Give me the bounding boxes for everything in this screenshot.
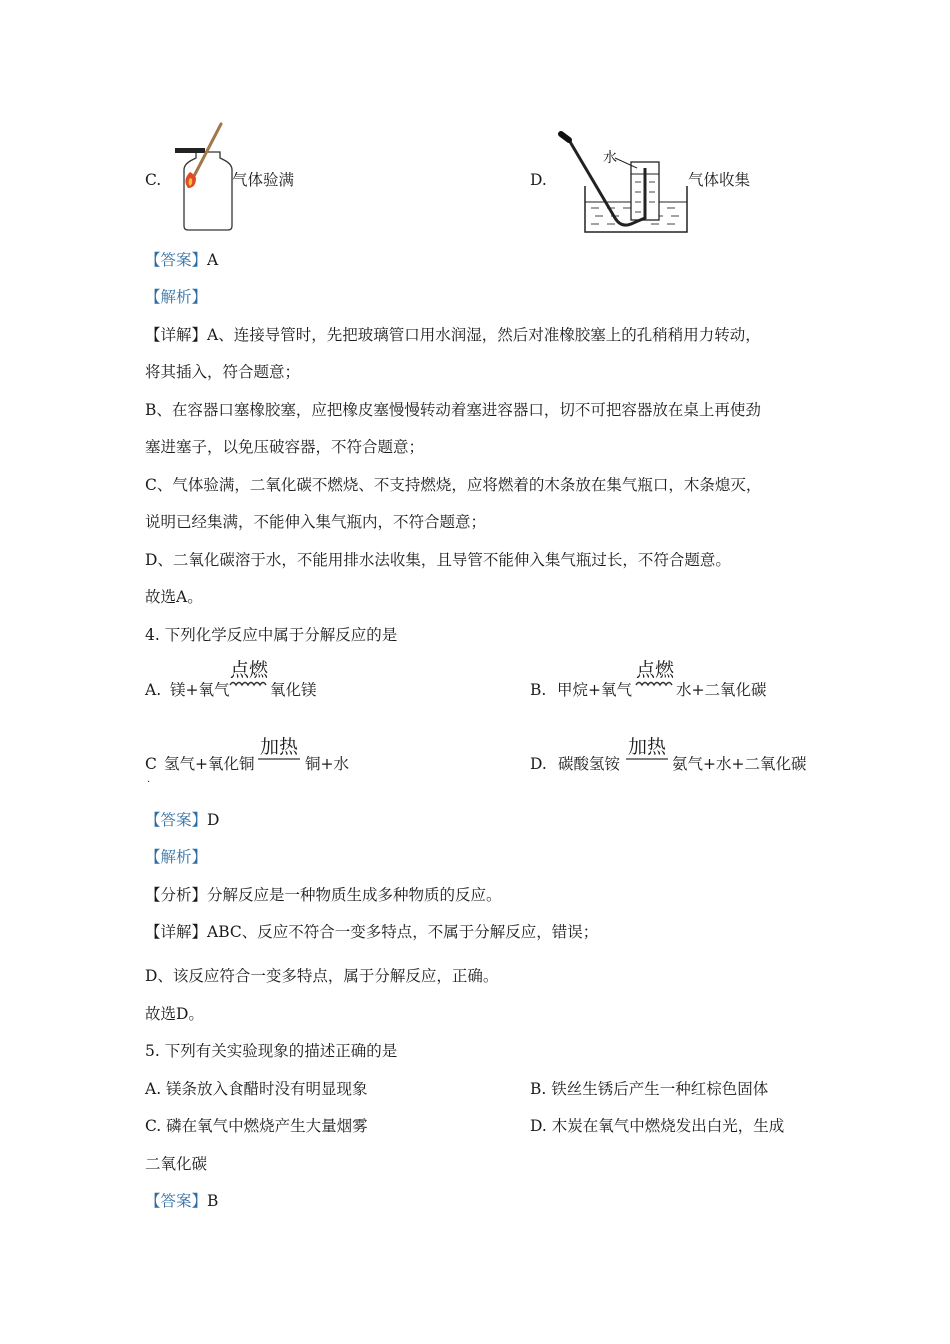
q4-option-d-reactants: 碳酸氢铵 <box>558 755 621 773</box>
q5-question: 5. 下列有关实验现象的描述正确的是 <box>145 1042 398 1060</box>
q5-answer: 【答案】B <box>145 1192 219 1210</box>
q4-option-b-reactants: 甲烷+氧气 <box>557 681 632 699</box>
q3-detail-line-4: 塞进塞子，以免压破容器，不符合题意； <box>145 438 425 456</box>
q4-option-a-letter: A. <box>145 681 162 699</box>
q4-option-d-letter: D. <box>530 755 547 773</box>
q4-option-b-products: 水+二氧化碳 <box>676 681 767 699</box>
q4-option-d-products: 氨气+水+二氧化碳 <box>672 755 807 773</box>
q3-detail-line-2: 将其插入，符合题意； <box>145 363 301 381</box>
q5-option-c: C. 磷在氧气中燃烧产生大量烟雾 <box>145 1117 368 1135</box>
q3-detail-line-7: D、二氧化碳溶于水，不能用排水法收集，且导管不能伸入集气瓶过长，不符合题意。 <box>145 551 731 569</box>
q3-detail-line-6: 说明已经集满，不能伸入集气瓶内，不符合题意； <box>145 513 487 531</box>
q3-detail-line-3: B、在容器口塞橡胶塞，应把橡皮塞慢慢转动着塞进容器口，切不可把容器放在桌上再使劲 <box>145 401 761 419</box>
q3-answer: 【答案】A <box>145 251 219 269</box>
q3-option-c-letter: C. <box>145 171 162 189</box>
q4-option-c-letter: C <box>145 755 157 773</box>
q4-option-a-arrow <box>229 680 269 688</box>
q4-option-c-condition: 加热 <box>260 736 299 758</box>
q4-analysis-tag: 【解析】 <box>145 848 208 866</box>
q3-analysis-tag: 【解析】 <box>145 288 208 306</box>
q4-option-b-condition: 点燃 <box>636 659 675 681</box>
q4-option-c-products: 铜+水 <box>305 755 349 773</box>
q3-detail-line-5: C、气体验满，二氧化碳不燃烧、不支持燃烧，应将燃着的木条放在集气瓶口，木条熄灭， <box>145 476 762 494</box>
q4-option-a-products: 氧化镁 <box>270 681 317 699</box>
q5-option-b: B. 铁丝生锈后产生一种红棕色固体 <box>530 1080 769 1098</box>
q4-option-c-line <box>258 757 302 761</box>
q4-option-c-stray-dot: . <box>147 774 151 785</box>
q3-conclusion: 故选A。 <box>145 588 203 606</box>
gas-collection-illustration <box>555 128 690 236</box>
q4-option-d-condition: 加热 <box>628 736 667 758</box>
q3-option-d-label: 气体收集 <box>688 171 751 189</box>
q4-analysis: 【分析】分解反应是一种物质生成多种物质的反应。 <box>145 886 502 904</box>
gas-full-check-illustration <box>170 122 240 234</box>
q5-option-a: A. 镁条放入食醋时没有明显现象 <box>145 1080 368 1098</box>
q3-detail-line-1: 【详解】A、连接导管时，先把玻璃管口用水润湿，然后对准橡胶塞上的孔稍稍用力转动， <box>145 326 761 344</box>
water-label: 水 <box>603 150 617 166</box>
q4-question: 4. 下列化学反应中属于分解反应的是 <box>145 626 398 644</box>
q3-option-c-label: 气体验满 <box>232 171 295 189</box>
q5-option-d-continued: 二氧化碳 <box>145 1155 208 1173</box>
q4-option-b-arrow <box>635 680 675 688</box>
q4-detail: 【详解】ABC、反应不符合一变多特点，不属于分解反应，错误； <box>145 923 599 941</box>
q4-option-c-reactants: 氢气+氧化铜 <box>164 755 255 773</box>
q4-option-d-line <box>626 757 670 761</box>
q3-option-d-letter: D. <box>530 171 547 189</box>
q4-option-b-letter: B. <box>530 681 547 699</box>
q4-answer: 【答案】D <box>145 811 220 829</box>
q4-detail-2: D、该反应符合一变多特点，属于分解反应，正确。 <box>145 967 499 985</box>
q4-conclusion: 故选D。 <box>145 1005 204 1023</box>
q4-option-a-condition: 点燃 <box>230 659 269 681</box>
q4-option-a-reactants: 镁+氧气 <box>170 681 230 699</box>
q5-option-d: D. 木炭在氧气中燃烧发出白光，生成 <box>530 1117 785 1135</box>
